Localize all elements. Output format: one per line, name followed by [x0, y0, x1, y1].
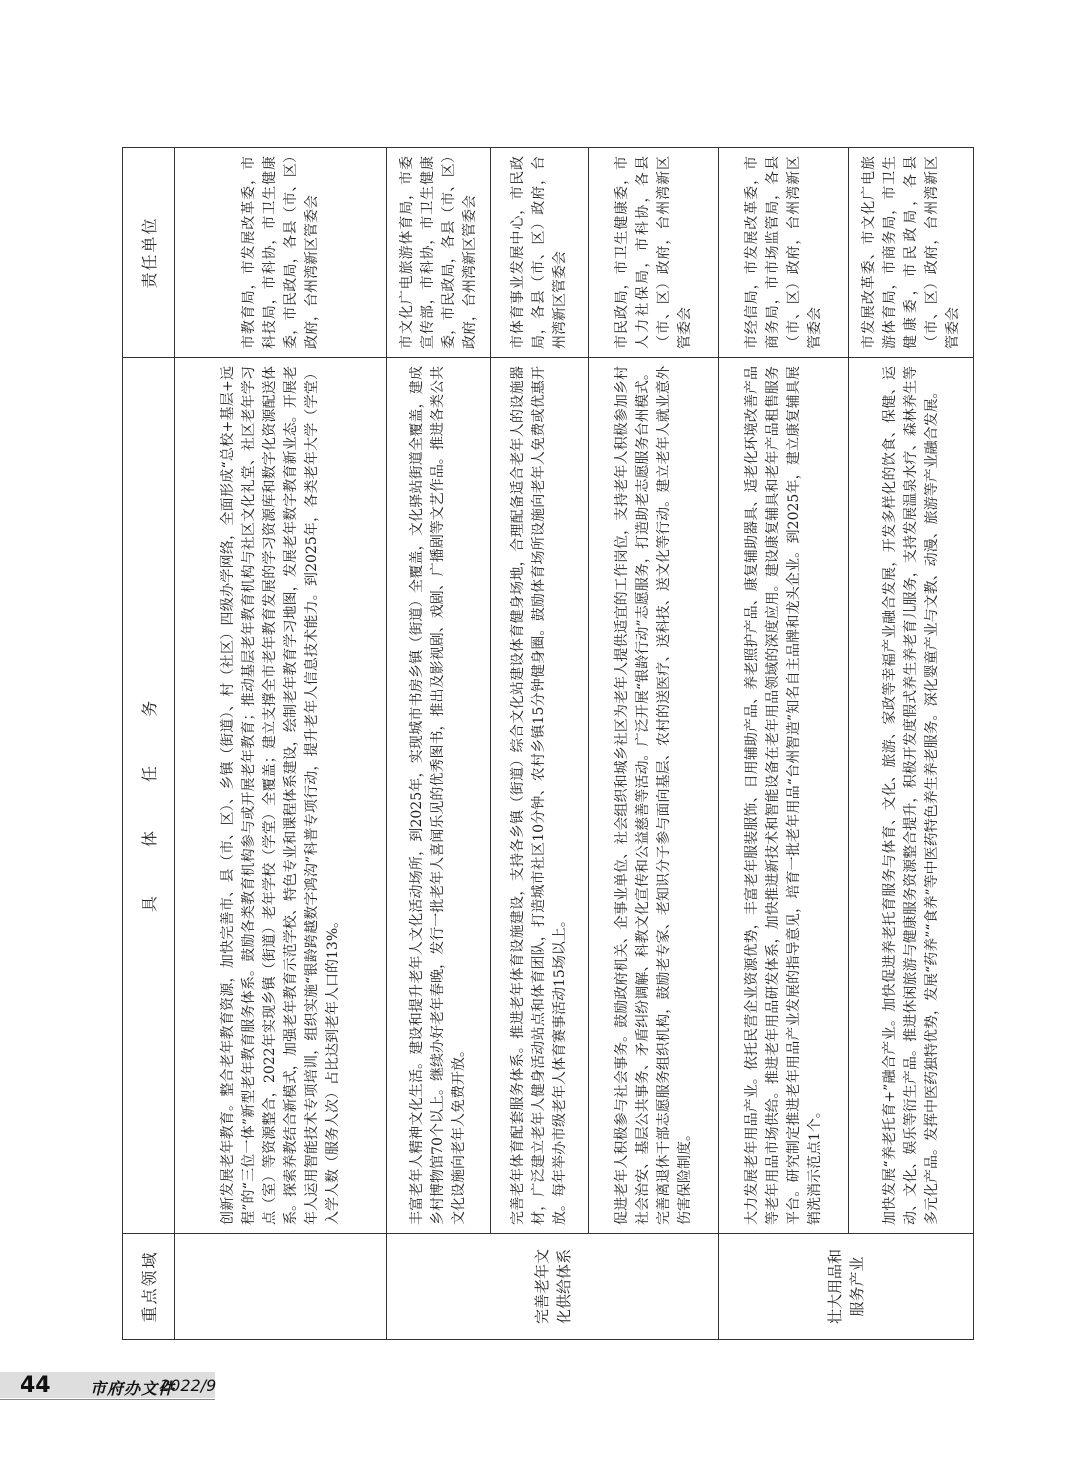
unit-cell: 市发展改革委、市文化广电旅游体育局，市商务局，市卫生健康委，市民政局，各县（市、区）政府，台州湾新区管委会 — [849, 148, 974, 358]
rotated-table-page — [122, 148, 974, 1340]
table-row — [490, 148, 588, 1340]
header-task: 具 体 任 务 — [123, 358, 175, 1234]
unit-cell: 市经信局，市发展改革委，市商务局，市市场监管局，各县（市、区）政府，台州湾新区管委会 — [719, 148, 849, 358]
header-area: 重点领域 — [123, 1234, 175, 1340]
page-number: 44 — [20, 1373, 51, 1398]
task-cell: 丰富老年人精神文化生活。建设和提升老年人文化活动场所，到2025年，实现城市书房乡镇（街道）全覆盖，文化驿站街道全覆盖，建成乡村博物馆70个以上。继续办好老年春晚，发行一批老年人喜闻乐见的优秀图书，推出及影视剧、戏剧、广播剧等文艺作品。推进各类公共文化设施向老年人免费开放。 — [387, 358, 490, 1234]
area-cell: 完善老年文化供给体系 — [387, 1234, 719, 1340]
task-cell: 促进老年人积极参与社会事务。鼓励政府机关、企事业单位、社会组织和城乡社区为老年人提供适宜的工作岗位，支持老年人积极参加乡村社会治安、基层公共事务、矛盾纠纷调解、科教文化宣传和公益慈善等活动。广泛开展“银龄行动”志愿服务，打造助老志愿服务台州模式。完善离退休干部志愿服务组织机构，鼓励老专家、老知识分子参与面向基层、农村的送医疗、送科技、送文化等行动。建立老年人就业意外伤害保险制度。 — [589, 358, 719, 1234]
task-cell: 完善老年体育配套服务体系。推进老年体育设施建设，支持各乡镇（街道）综合文化站建设体育健身场地，合理配备适合老年人的设施器材，广泛建立老年人健身活动站点和体育团队，打造城市社区10分钟、农村乡镇15分钟健身圈。鼓励体育场所设施向老年人免费或优惠开放。每年举办市级老年人体育赛事活动15场以上。 — [490, 358, 588, 1234]
area-cell — [175, 1234, 387, 1340]
publication-name: 市府办文件 — [90, 1379, 176, 1398]
unit-cell: 市体育事业发展中心，市民政局，各县（市、区）政府，台州湾新区管委会 — [490, 148, 588, 358]
table-row — [589, 148, 719, 1340]
task-cell: 创新发展老年教育。整合老年教育资源，加快完善市、县（市、区）、乡镇（街道）、村（社区）四级办学网络，全面形成“总校+基层+远程”的“三位一体”新型老年教育服务体系。鼓励各类教育机构参与或开展老年教育；推动基层老年教育机构与社区文化礼堂、社区老年学习点（室）等资源整合，2022年实现乡镇（街道）老年学校（学堂）全覆盖；建立支撑全市老年教育发展的学习资源库和数字化资源配送体系。探索养教结合新模式，加强老年教育示范学校、特色专业和课程体系建设，绘制老年教育学习地图，发展老年数字教育新业态。开展老年人运用智能技术专项培训，组织实施“银龄跨越数字鸿沟”科普专项行动，提升老年人信息技术能力。到2025年，各类老年大学（学堂）入学人数（服务人次）占比达到老年人口的13%。 — [175, 358, 387, 1234]
task-table — [122, 147, 974, 1340]
table-row — [719, 148, 849, 1340]
table-row — [175, 148, 387, 1340]
publication-issue: 2022/9 — [160, 1376, 217, 1395]
area-cell: 壮大用品和服务产业 — [719, 1234, 974, 1340]
table-row — [387, 148, 490, 1340]
footer-rule — [0, 1399, 215, 1400]
unit-cell: 市民政局，市卫生健康委，市人力社保局，市科协，各县（市、区）政府，台州湾新区管委会 — [589, 148, 719, 358]
unit-cell: 市文化广电旅游体育局，市委宣传部，市科协，市卫生健康委，市民政局，各县（市、区）政府，台州湾新区管委会 — [387, 148, 490, 358]
table-row — [849, 148, 974, 1340]
task-cell: 加快发展“养老托育+”融合产业。加快促进养老托育服务与体育、文化、旅游、家政等幸福产业融合发展，开发多样化的饮食、保健、运动、文化、娱乐等衍生产品。推进休闲旅游与健康服务资源整合提升，积极开发度假式养生养老育儿服务，支持发展温泉水疗、森林养生等多元化产品。发挥中医药独特优势，发展“药养”“食养”等中医药特色养生养老服务。深化婴童产业与文教、动漫、旅游等产业融合发展。 — [849, 358, 974, 1234]
unit-cell: 市教育局，市发展改革委，市科技局，市科协，市卫生健康委，市民政局，各县（市、区）政府，台州湾新区管委会 — [175, 148, 387, 358]
table-header-row — [123, 148, 175, 1340]
header-unit: 责任单位 — [123, 148, 175, 358]
task-cell: 大力发展老年用品产业。依托民营企业资源优势，丰富老年服装服饰、日用辅助产品、养老照护产品、康复辅助器具、适老化环境改善产品等老年用品市场供给。推进老年用品研发体系，加快推进新技术和智能设备在老年用品领域的深度应用。建设康复辅具和老年产品租售服务平台。研究制定推进老年用品产业发展的指导意见，培育一批老年用品“台州智造”知名自主品牌和龙头企业。到2025年，建立康复辅具展销洗消示范点1个。 — [719, 358, 849, 1234]
